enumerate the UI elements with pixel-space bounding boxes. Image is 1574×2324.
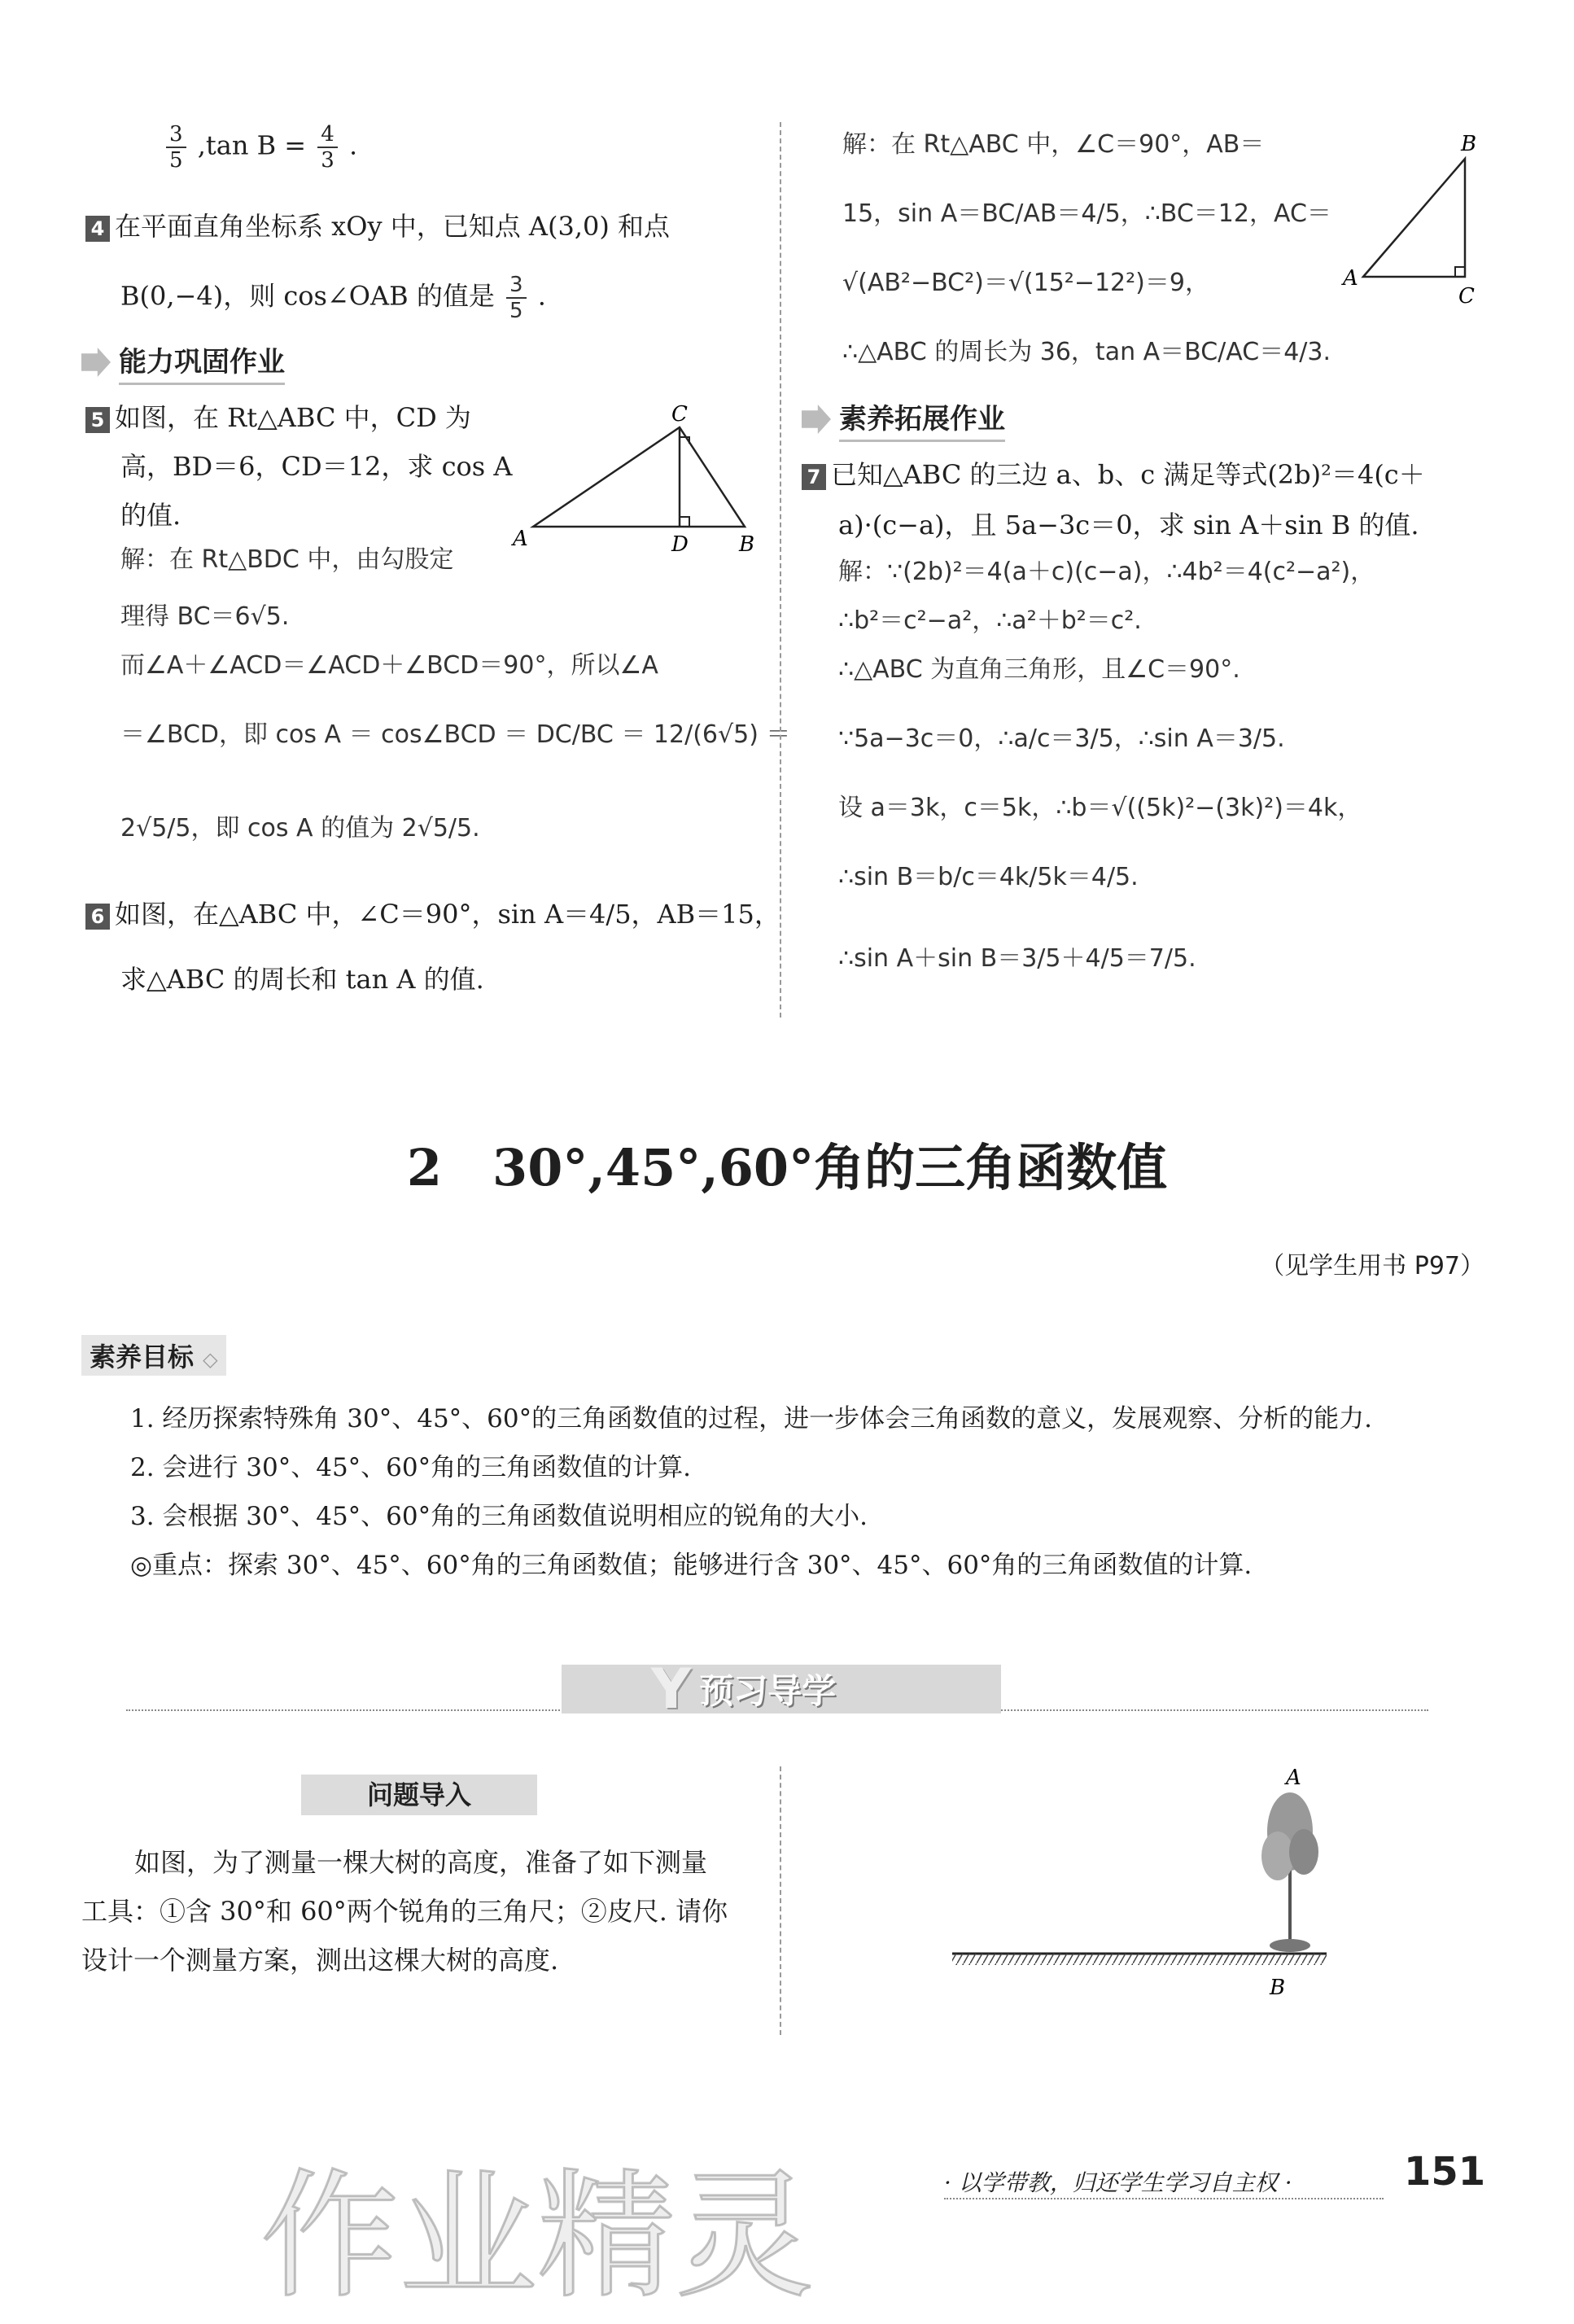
book-reference: （见学生用书 P97） bbox=[1260, 1252, 1484, 1280]
q5-number: 5 bbox=[85, 407, 110, 433]
label-b: B bbox=[1461, 132, 1477, 156]
triangle-figure-q5 bbox=[505, 403, 765, 558]
q6-sol1: 解：在 Rt△ABC 中，∠C＝90°，AB＝ bbox=[842, 130, 1265, 159]
q6-text1: 如图，在△ABC 中，∠C＝90°，sin A＝4/5，AB＝15， bbox=[115, 899, 780, 930]
watermark: 作业精灵 bbox=[260, 2156, 815, 2317]
q5-text3: 的值. bbox=[120, 500, 181, 531]
tan-label: ,tan B = bbox=[197, 129, 307, 161]
column-divider bbox=[780, 122, 781, 1018]
frac-den: 3 bbox=[321, 148, 334, 173]
goals-label-text: 素养目标 bbox=[90, 1341, 195, 1372]
banner-letter: Y bbox=[651, 1657, 692, 1722]
frac-den: 5 bbox=[169, 148, 183, 173]
page-number: 151 bbox=[1404, 2149, 1486, 2195]
section-ability bbox=[81, 342, 285, 383]
triangle-figure-q6 bbox=[1335, 130, 1481, 313]
label-b: B bbox=[739, 532, 755, 557]
diamond-icon: ◇ bbox=[203, 1348, 218, 1371]
ground-hatch bbox=[952, 1954, 1327, 1965]
arrow-icon bbox=[802, 405, 831, 434]
q7-sol6: ∴sin B＝b/c＝4k/5k＝4/5. bbox=[838, 863, 1139, 891]
label-d: D bbox=[671, 532, 689, 557]
q6-sol2: 15，sin A＝BC/AB＝4/5，∴BC＝12，AC＝ bbox=[842, 199, 1331, 228]
intro-text1: 如图，为了测量一棵大树的高度，准备了如下测量 bbox=[134, 1847, 708, 1878]
q6-number: 6 bbox=[85, 904, 110, 930]
triangle-abc bbox=[533, 427, 745, 527]
tree-figure bbox=[944, 1758, 1335, 2002]
q4-ans-num: 3 bbox=[506, 273, 527, 299]
q7-number: 7 bbox=[802, 464, 826, 490]
frac-num: 4 bbox=[317, 122, 338, 148]
q7-text2: a)·(c−a)，且 5a−3c＝0，求 sin A＋sin B 的值. bbox=[838, 510, 1419, 541]
q7-text1: 已知△ABC 的三边 a、b、c 满足等式(2b)²＝4(c＋ bbox=[831, 459, 1425, 490]
banner-title: 预习导学 bbox=[699, 1671, 837, 1711]
q5-text2: 高，BD＝6，CD＝12，求 cos A bbox=[120, 451, 513, 482]
q7-line1 bbox=[802, 456, 1425, 493]
q5-sol3: 而∠A＋∠ACD＝∠ACD＋∠BCD＝90°，所以∠A bbox=[120, 651, 658, 680]
period: . bbox=[537, 280, 546, 312]
q7-sol3: ∴△ABC 为直角三角形，且∠C＝90°. bbox=[838, 655, 1240, 684]
footer-motto: · 以学带教，归还学生学习自主权 · bbox=[944, 2169, 1292, 2196]
q5-text1: 如图，在 Rt△ABC 中，CD 为 bbox=[115, 402, 471, 433]
q4-line2 bbox=[120, 273, 546, 323]
q5-sol2: 理得 BC＝6√5. bbox=[120, 602, 290, 631]
q4-text2: B(0,−4)，则 cos∠OAB 的值是 bbox=[120, 280, 495, 312]
period: . bbox=[349, 129, 358, 161]
top-answers bbox=[163, 122, 357, 173]
intro-text2: 工具：①含 30°和 60°两个锐角的三角尺；②皮尺. 请你 bbox=[81, 1896, 728, 1927]
q6-sol4: ∴△ABC 的周长为 36，tan A＝BC/AC＝4/3. bbox=[842, 338, 1331, 366]
label-a: A bbox=[1343, 266, 1358, 291]
q5-sol4: ＝∠BCD，即 cos A ＝ cos∠BCD ＝ DC/BC ＝ 12/(6√5) ＝ bbox=[120, 720, 791, 749]
q7-sol5: 设 a＝3k，c＝5k，∴b＝√((5k)²−(3k)²)＝4k， bbox=[838, 794, 1362, 822]
label-a: A bbox=[513, 527, 528, 551]
goal-item-3: 3. 会根据 30°、45°、60°角的三角函数值说明相应的锐角的大小. bbox=[130, 1502, 868, 1531]
section-title: 能力巩固作业 bbox=[119, 339, 285, 385]
q4-number: 4 bbox=[85, 216, 110, 242]
arrow-icon bbox=[81, 348, 111, 377]
q4-line1 bbox=[85, 208, 670, 245]
goal-item-2: 2. 会进行 30°、45°、60°角的三角函数值的计算. bbox=[130, 1453, 691, 1482]
preview-banner bbox=[562, 1657, 1001, 1722]
chapter-title: 2 30°,45°,60°角的三角函数值 bbox=[406, 1138, 1168, 1197]
tree-icon bbox=[1261, 1792, 1318, 1952]
q7-sol4: ∵5a−3c＝0，∴a/c＝3/5，∴sin A＝3/5. bbox=[838, 724, 1285, 753]
label-c: C bbox=[671, 403, 688, 427]
q6-line1 bbox=[85, 895, 780, 933]
q6-text2: 求△ABC 的周长和 tan A 的值. bbox=[120, 964, 484, 995]
q5-sol1: 解：在 Rt△BDC 中，由勾股定 bbox=[120, 545, 454, 574]
column-divider-2 bbox=[780, 1766, 781, 2035]
goals-label bbox=[81, 1335, 226, 1376]
frac-num: 3 bbox=[166, 122, 186, 148]
q4-ans-den: 5 bbox=[509, 299, 523, 323]
section-title: 素养拓展作业 bbox=[839, 396, 1005, 442]
q5-sol5: 2√5/5，即 cos A 的值为 2√5/5. bbox=[120, 814, 480, 843]
q7-sol2: ∴b²＝c²−a²，∴a²＋b²＝c². bbox=[838, 606, 1142, 635]
q7-sol7: ∴sin A＋sin B＝3/5＋4/5＝7/5. bbox=[838, 944, 1196, 973]
triangle-abc bbox=[1363, 159, 1465, 277]
q6-sol3: √(AB²−BC²)＝√(15²−12²)＝9， bbox=[842, 269, 1209, 297]
intro-text3: 设计一个测量方案，测出这棵大树的高度. bbox=[81, 1945, 559, 1976]
problem-intro-label: 问题导入 bbox=[301, 1775, 537, 1815]
right-angle-mark bbox=[1455, 267, 1465, 277]
label-a: A bbox=[1286, 1766, 1301, 1790]
q5-line1 bbox=[85, 399, 471, 436]
goals-key-point: ◎重点：探索 30°、45°、60°角的三角函数值；能够进行含 30°、45°、60°角的三角函数值的计算. bbox=[130, 1551, 1253, 1580]
label-c: C bbox=[1458, 284, 1475, 309]
footer-line bbox=[944, 2198, 1384, 2199]
label-b: B bbox=[1270, 1976, 1286, 2000]
q7-sol1: 解：∵(2b)²＝4(a＋c)(c−a)，∴4b²＝4(c²−a²)， bbox=[838, 558, 1375, 586]
goal-item-1: 1. 经历探索特殊角 30°、45°、60°的三角函数值的过程，进一步体会三角函数的意义，发展观察、分析的能力. bbox=[130, 1404, 1372, 1433]
section-extension bbox=[802, 399, 1005, 440]
right-angle-mark bbox=[680, 517, 689, 527]
q4-text1: 在平面直角坐标系 xOy 中，已知点 A(3,0) 和点 bbox=[115, 211, 671, 242]
